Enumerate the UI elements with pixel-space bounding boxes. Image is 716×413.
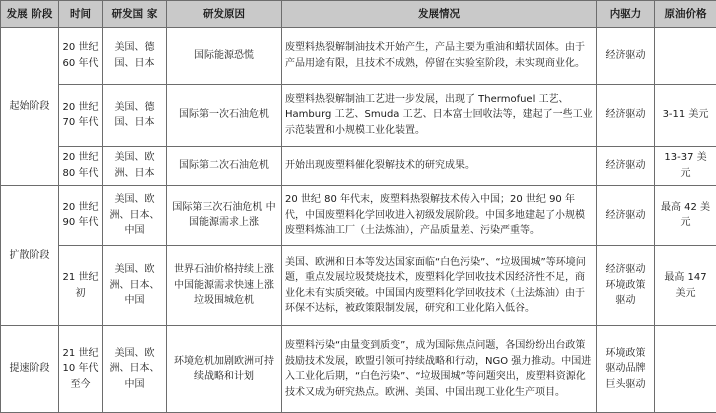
header-time: 时间 [59, 1, 103, 28]
driver-cell: 经济驱动 环境政策 驱动 [597, 245, 655, 326]
time-cell: 21 世纪 初 [59, 245, 103, 326]
table-row [1, 84, 716, 146]
driver-cell: 经济驱动 [597, 84, 655, 146]
countries-cell: 美国、德 国、日本 [103, 28, 167, 85]
situation-cell: 美国、欧洲和日本等发达国家面临“白色污染”、“垃圾围城”等环境问题，重点发展垃圾焚烧技术，废塑料化学回收技术因经济性不足，商业化未有实质突破。中国国内废塑料化学回收技术（土法炼油）由于环保不达标，被政策限制发展，研究和工业化陷入低谷。 [282, 245, 597, 326]
driver-cell: 环境政策 驱动品牌 巨头驱动 [597, 326, 655, 413]
header-row [1, 1, 716, 28]
time-cell: 20 世纪 80 年代 [59, 146, 103, 185]
price-cell: 13-37 美 元 [655, 146, 716, 185]
countries-cell: 美国、欧 洲、日本、 中国 [103, 245, 167, 326]
stage-cell: 提速阶段 [1, 326, 59, 413]
table-row [1, 245, 716, 326]
situation-cell: 开始出现废塑料催化裂解技术的研究成果。 [282, 146, 597, 185]
time-cell: 20 世纪 90 年代 [59, 185, 103, 245]
price-cell: 3-11 美元 [655, 84, 716, 146]
countries-cell: 美国、欧 洲、日本 [103, 146, 167, 185]
reason-cell: 国际第三次石油危机 中国能源需求上涨 [167, 185, 282, 245]
countries-cell: 美国、欧 洲、日本、 中国 [103, 326, 167, 413]
header-countries: 研发国 家 [103, 1, 167, 28]
header-stage: 发展 阶段 [1, 1, 59, 28]
driver-cell: 经济驱动 [597, 185, 655, 245]
driver-cell: 经济驱动 [597, 28, 655, 85]
header-reason: 研发原因 [167, 1, 282, 28]
price-cell [655, 28, 716, 85]
table-row [1, 28, 716, 85]
reason-cell: 国际第一次石油危机 [167, 84, 282, 146]
header-situation: 发展情况 [282, 1, 597, 28]
reason-cell: 世界石油价格持续上涨 中国能源需求快速上涨 垃圾围城危机 [167, 245, 282, 326]
situation-cell: 废塑料污染“由量变到质变”，成为国际焦点问题，各国纷纷出台政策鼓励技术发展，欧盟引领可持续战略和行动，NGO 强力推动。中国进入工业化后期，“白色污染”、“垃圾围城”等问题突出，废塑料资源化技术又成为研究热点。欧洲、美国、中国出现工业化生产项目。 [282, 326, 597, 413]
situation-cell: 废塑料热裂解制油工艺进一步发展，出现了 Thermofuel 工艺、Hamburg 工艺、Smuda 工艺、日本富士回收法等，建起了一些工业示范装置和小规模工业化装置。 [282, 84, 597, 146]
stage-cell: 扩散阶段 [1, 185, 59, 325]
reason-cell: 环境危机加剧欧洲可持 续战略和计划 [167, 326, 282, 413]
stage-cell: 起始阶段 [1, 28, 59, 186]
table-row [1, 185, 716, 245]
table-row [1, 146, 716, 185]
price-cell: 最高 147 美元 [655, 245, 716, 326]
header-price: 原油价格 [655, 1, 716, 28]
price-cell: 最高 42 美 元 [655, 185, 716, 245]
header-driver: 内驱力 [597, 1, 655, 28]
situation-cell: 废塑料热裂解制油技术开始产生，产品主要为重油和蜡状固体。由于产品用途有限，且技术不成熟，停留在实验室阶段，未实现商业化。 [282, 28, 597, 85]
driver-cell: 经济驱动 [597, 146, 655, 185]
situation-cell: 20 世纪 80 年代末，废塑料热裂解技术传入中国；20 世纪 90 年代，中国废塑料化学回收进入初级发展阶段。中国多地建起了小规模废塑料炼油工厂（土法炼油），产品质量差、污染严重等。 [282, 185, 597, 245]
time-cell: 21 世纪 10 年代 至今 [59, 326, 103, 413]
time-cell: 20 世纪 60 年代 [59, 28, 103, 85]
table-row [1, 326, 716, 413]
time-cell: 20 世纪 70 年代 [59, 84, 103, 146]
price-cell [655, 326, 716, 413]
countries-cell: 美国、德 国、日本 [103, 84, 167, 146]
reason-cell: 国际第二次石油危机 [167, 146, 282, 185]
countries-cell: 美国、欧 洲、日本、 中国 [103, 185, 167, 245]
reason-cell: 国际能源恐慌 [167, 28, 282, 85]
